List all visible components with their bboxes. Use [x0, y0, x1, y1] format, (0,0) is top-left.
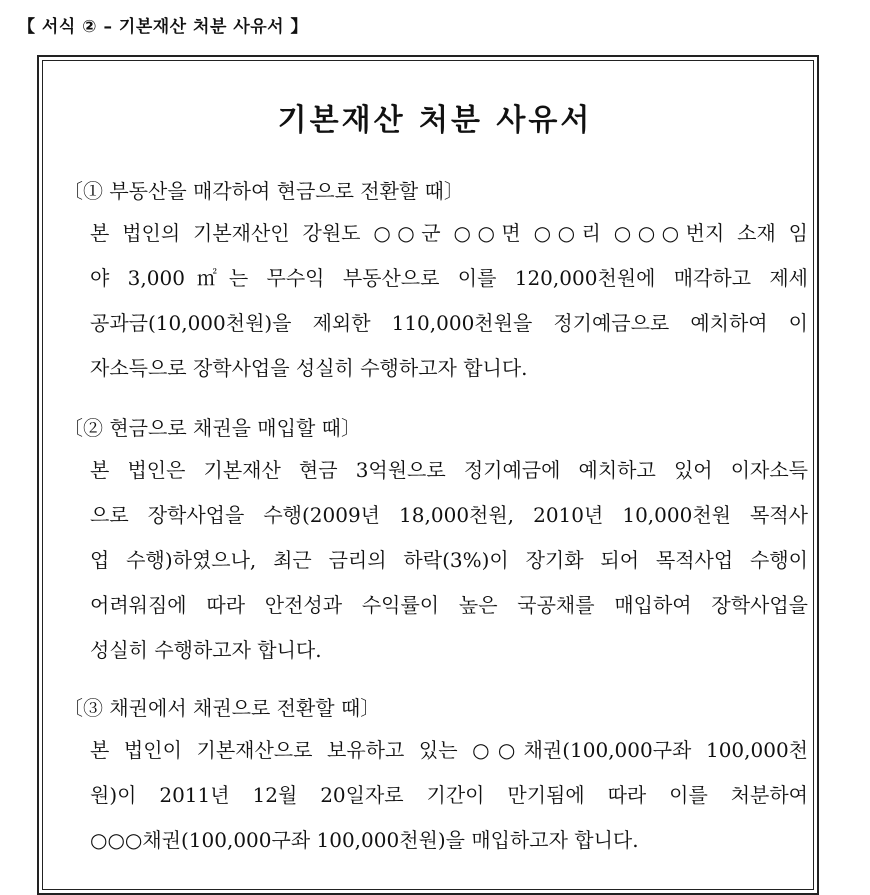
section-bond-conversion: [63, 693, 808, 863]
body-line: ○○○채권(100,000구좌 100,000천원)을 매입하고자 합니다.: [90, 828, 639, 852]
body-line: 야 3,000㎡는 무수익 부동산으로 이를 120,000천원에 매각하고 제세: [90, 266, 808, 290]
section-heading: 〔③ 채권에서 채권으로 전환할 때〕: [63, 696, 381, 720]
section-heading: 〔② 현금으로 채권을 매입할 때〕: [63, 416, 361, 440]
body-line: 본 법인은 기본재산 현금 3억원으로 정기예금에 예치하고 있어 이자소득: [90, 458, 808, 482]
body-line: 성실히 수행하고자 합니다.: [90, 638, 322, 662]
body-line: 본 법인의 기본재산인 강원도 ○○군 ○○면 ○○리 ○○○번지 소재 임: [90, 221, 808, 245]
body-line: 자소득으로 장학사업을 성실히 수행하고자 합니다.: [90, 356, 528, 380]
body-line: 어려워짐에 따라 안전성과 수익률이 높은 국공채를 매입하여 장학사업을: [90, 593, 808, 617]
section-bond-purchase: [63, 413, 808, 673]
body-line: 원)이 2011년 12월 20일자로 기간이 만기됨에 따라 이를 처분하여: [90, 783, 808, 807]
section-real-estate-sale: [63, 176, 808, 391]
section-body: [63, 211, 808, 391]
form-label: 【 서식 ② – 기본재산 처분 사유서 】: [18, 17, 308, 37]
section-body: [63, 448, 808, 673]
section-body: [63, 728, 808, 863]
document-title: 기본재산 처분 사유서: [277, 103, 593, 138]
body-line: 으로 장학사업을 수행(2009년 18,000천원, 2010년 10,000천원 목적사: [90, 503, 808, 527]
body-line: 공과금(10,000천원)을 제외한 110,000천원을 정기예금으로 예치하여 이: [90, 311, 808, 335]
section-heading: 〔① 부동산을 매각하여 현금으로 전환할 때〕: [63, 179, 464, 203]
body-line: 업 수행)하였으나, 최근 금리의 하락(3%)이 장기화 되어 목적사업 수행이: [90, 548, 808, 572]
body-line: 본 법인이 기본재산으로 보유하고 있는 ○○채권(100,000구좌 100,000천: [90, 738, 808, 762]
